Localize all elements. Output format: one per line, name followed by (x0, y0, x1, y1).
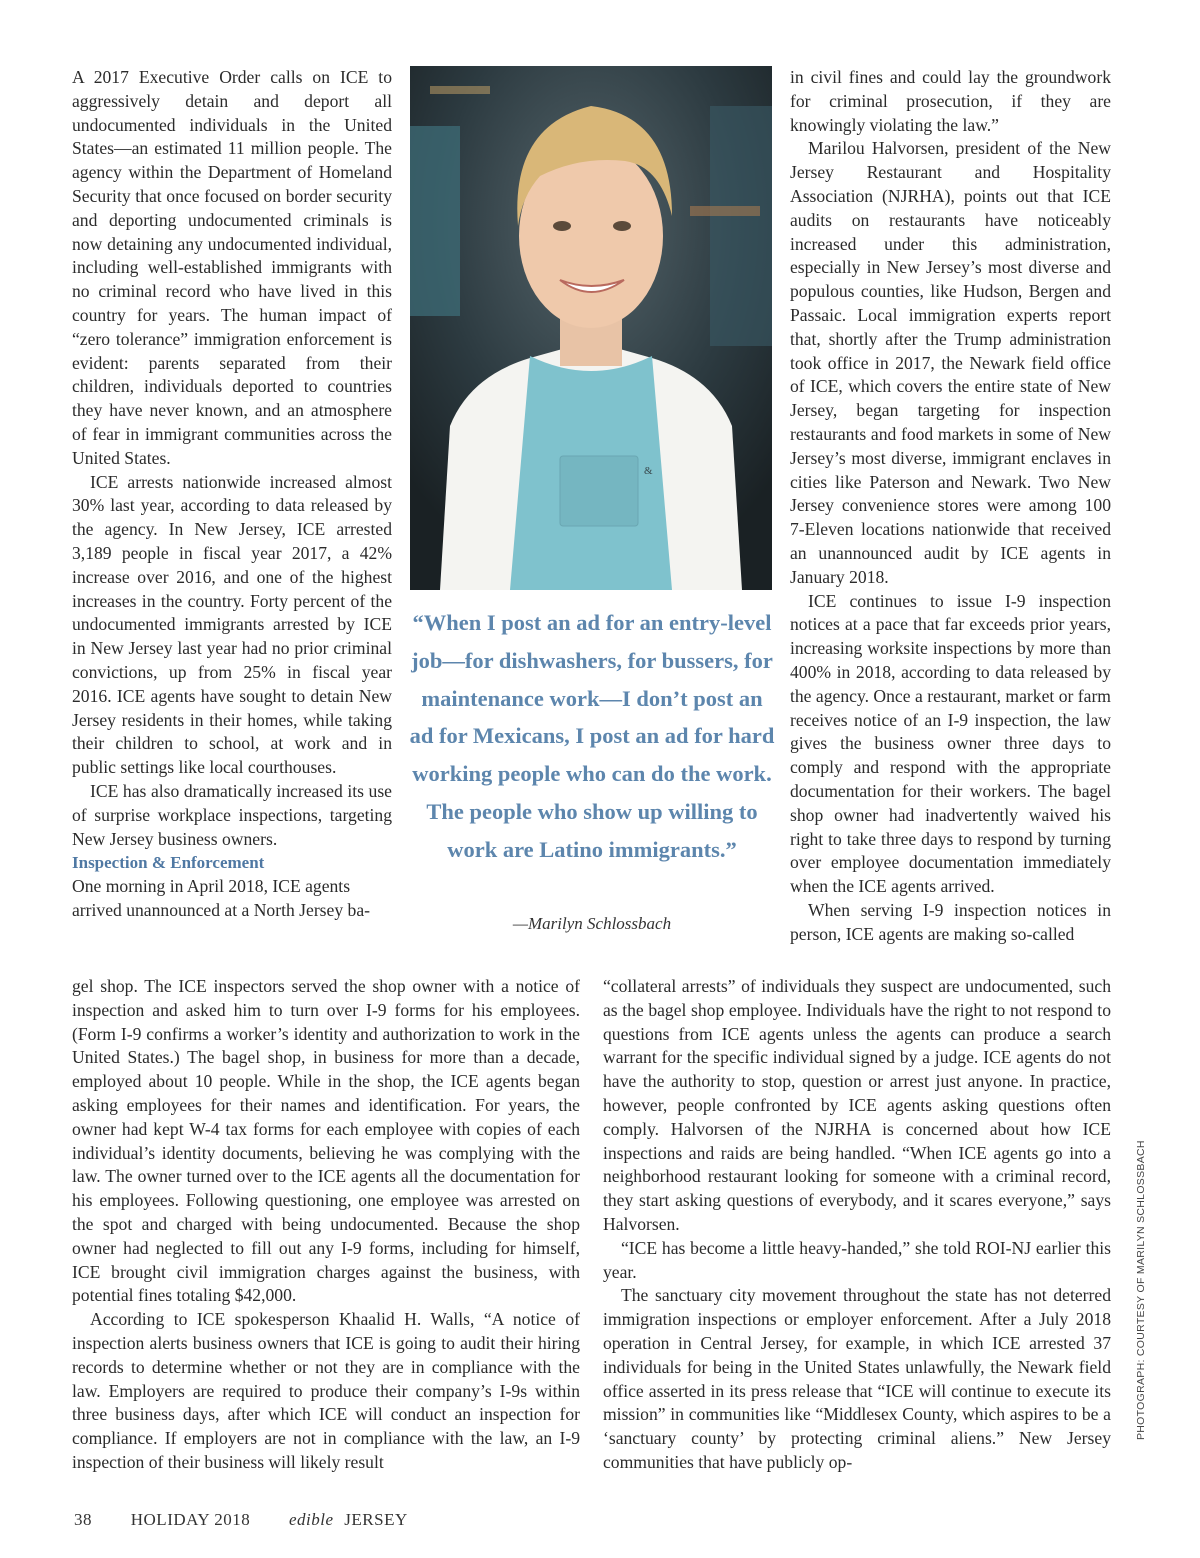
paragraph: “ICE has become a little heavy-handed,” she told ROI-NJ earlier this year. (603, 1237, 1111, 1282)
portrait-illustration (410, 66, 772, 590)
paragraph: ICE continues to issue I-9 inspection notices at a pace that far exceeds prior years, increasing worksite inspections by more than 400% in 2018, according to data released by the agency. Once a restaurant, market or farm receives notice of an I-9 inspection, the law gives the business owner three days to comply and respond with the appropriate documentation for their workers. The bagel shop owner had inadvertently waived his right to take three days to respond by turning over employee documentation immediately when the ICE agents arrived. (790, 590, 1111, 897)
article-column-left-lower (72, 975, 580, 1475)
paragraph: When serving I-9 inspection notices in person, ICE agents are making so-called (790, 899, 1111, 944)
pull-quote-attribution: —Marilyn Schlossbach (512, 914, 672, 933)
photo-credit: PHOTOGRAPH: COURTESY OF MARILYN SCHLOSSBACH (1135, 1140, 1147, 1440)
paragraph: According to ICE spokesperson Khaalid H. Walls, “A notice of inspection alerts business owners that ICE is going to audit their hiring records to determine whether or not they are in compliance with the law. Employers are required to produce their company’s I-9s within three business days, after which ICE will conduct an inspection for compliance. If employers are not in compliance with the law, an I-9 inspection of their business will likely result (72, 1309, 580, 1472)
paragraph: The sanctuary city movement throughout the state has not deterred immigration inspections or employer enforcement. After a July 2018 operation in Central Jersey, for example, in which ICE arrested 37 individuals for being in the United States unlawfully, the Newark field office asserted in its press release that “ICE will continue to execute its mission” in communities like “Middlesex County, which aspires to be a ‘sanctuary county’ by protecting criminal aliens.” New Jersey communities that have publicly op- (603, 1285, 1111, 1472)
paragraph: in civil fines and could lay the groundwork for criminal prosecution, if they are knowingly violating the law.” (790, 67, 1111, 135)
article-column-right-lower (603, 975, 1111, 1475)
paragraph: One morning in April 2018, ICE agents arrived unannounced at a North Jersey ba- (72, 876, 370, 920)
pull-quote: “When I post an ad for an entry-level job—for dishwashers, for bussers, for maintenance work—I don’t post an ad for Mexicans, I post an ad for hard working people who can do the work. The people who show up willing to work are Latino immigrants.” (409, 610, 775, 862)
article-column-left (72, 66, 392, 923)
article-column-right (790, 66, 1111, 946)
publication-brand-italic: edible (289, 1510, 334, 1529)
paragraph: ICE has also dramatically increased its use of surprise workplace inspections, targeting New Jersey business owners. (72, 780, 392, 849)
publication-brand: JERSEY (344, 1510, 408, 1529)
paragraph: gel shop. The ICE inspectors served the shop owner with a notice of inspection and asked him to turn over I-9 forms for his employees. (Form I-9 confirms a worker’s identity and authorization to work in the United States.) The bagel shop, in business for more than a decade, employed about 10 people. While in the shop, the ICE agents began asking employees for their names and identification. For years, the owner had kept W-4 tax forms for each employee with copies of each individual’s identity documents, believing he was complying with the law. The owner turned over to the ICE agents all the documentation for his employees. Following questioning, one employee was arrested on the spot and charged with being undocumented. Because the shop owner had neglected to fill out any I-9 forms, including for himself, ICE brought civil immigration charges against the business, with potential fines totaling $42,000. (72, 976, 580, 1306)
section-subhead: Inspection & Enforcement (72, 853, 265, 873)
page-number: 38 (74, 1510, 92, 1529)
paragraph: “collateral arrests” of individuals they suspect are undocumented, such as the bagel shop employee. Individuals have the right to not respond to questions from ICE agents unless the agents can produce a search warrant for the specific individual signed by a judge. ICE agents do not have the authority to stop, question or arrest just anyone. In practice, however, people confronted by ICE agents asking questions often comply. Halvorsen of the NJRHA is concerned about how ICE inspections and raids are being handled. “When ICE agents go into a neighborhood restaurant looking for someone with a criminal record, they start asking questions of everybody, and it scares everyone,” says Halvorsen. (603, 976, 1111, 1234)
paragraph: A 2017 Executive Order calls on ICE to aggressively detain and deport all undocumented individuals in the United States—an estimated 11 million people. The agency within the Department of Homeland Security that once focused on border security and deporting undocumented criminals is now detaining any undocumented individual, including well-established immigrants with no criminal record who have lived in this country for years. The human impact of “zero tolerance” immigration enforcement is evident: parents separated from their children, individuals deported to countries they have never known, and an atmosphere of fear in immigrant communities across the United States. (72, 67, 392, 468)
paragraph: ICE arrests nationwide increased almost 30% last year, according to data released by the agency. In New Jersey, ICE arrested 3,189 people in fiscal year 2017, a 42% increase over 2016, and one of the highest increases in the country. Forty percent of the undocumented immigrants arrested by ICE in New Jersey last year had no prior criminal convictions, up from 25% in fiscal year 2016. ICE agents have sought to detain New Jersey residents in their homes, while taking their children to school, at work and in public settings like local courthouses. (72, 471, 392, 778)
portrait-photo (410, 66, 772, 590)
page-footer (74, 1510, 442, 1530)
apron-logo-text: & (644, 465, 653, 477)
issue-label: HOLIDAY 2018 (130, 1510, 251, 1529)
paragraph: Marilou Halvorsen, president of the New Jersey Restaurant and Hospitality Association (NJRHA), points out that ICE audits on restaurants have noticeably increased under this administration, especially in New Jersey’s most diverse and populous counties, like Hudson, Bergen and Passaic. Local immigration experts report that, shortly after the Trump administration took office in 2017, the Newark field office of ICE, which covers the entire state of New Jersey, began targeting for inspection restaurants and food markets in some of New Jersey’s most diverse, immigrant enclaves in cities like Paterson and Newark. Two New Jersey convenience stores were among 100 7-Eleven locations nationwide that received an unannounced audit by ICE agents in January 2018. (790, 138, 1111, 587)
